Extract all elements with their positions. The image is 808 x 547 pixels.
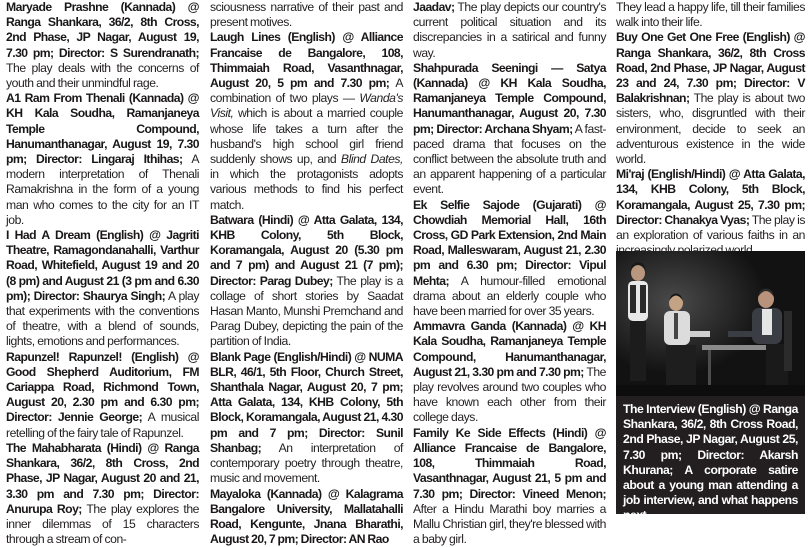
listing-description: in which the protagonists adopts various methods to find his perfect match. <box>210 167 403 211</box>
listing-title: Buy One Get One Free (English) @ Ranga Shankara, 36/2, 8th Cross Road, 2nd Phase, JP Nagar, August 23 and 24, 7.30 pm; Director: V Balakrishnan; <box>616 30 805 105</box>
listings-column-2 <box>210 0 403 523</box>
listing-title: Batwara (Hindi) @ Atta Galata, 134, KHB Colony, 5th Block, Koramangala, August 20 (5.30 pm and 7 pm) and August 21 (7 pm); Director: Parag Dubey; <box>210 213 403 288</box>
listing-title: I Had A Dream (English) @ Jagriti Theatre, Ramagondanahalli, Varthur Road, Whitefield, August 19 and 20 (8 pm) and August 21 (3 pm and 6.30 pm); Director: Shaurya Singh; <box>6 228 199 303</box>
listings-column-3 <box>413 0 606 523</box>
listing-laugh-lines <box>210 30 403 212</box>
listing-title: Blank Page (English/Hindi) @ NUMA BLR, 46/1, 5th Floor, Church Street, Shanthala Nagar, August 20, 7 pm; Atta Galata, 134, KHB Colony, 5th Block, Koramangala, August 21, 4.30 pm and 7 pm; Director: Sunil Shanbag; <box>210 350 403 455</box>
listing-title: Mayaloka (Kannada) @ Kalagrama Bangalore University, Mallatahalli Road, Kengunte, Jnana Bharathi, August 20, 7 pm; Director: AN Rao <box>210 487 403 547</box>
listing-ek-selfie-sajode <box>413 198 606 320</box>
photo-caption: The Interview (English) @ Ranga Shankara, 36/2, 8th Cross Road, 2nd Phase, JP Nagar, August 25, 7.30 pm; Director: Akarsh Khurana; A corporate satire about a young man attending a job interview, and what happens next. <box>616 396 805 514</box>
listing-rapunzel <box>6 350 199 441</box>
listing-a1-ram-from-thenali <box>6 91 199 228</box>
listing-description: They lead a happy life, till their families walk into their life. <box>616 0 805 29</box>
listing-description: A combination of two plays — <box>210 76 403 105</box>
listing-title: Jaadav; <box>413 0 455 14</box>
listing-description: A modern interpretation of Thenali Ramakrishna in the form of a young man who comes to the city for an IT job. <box>6 152 199 227</box>
listing-description: The play is an exploration of various faiths in an <box>616 213 805 257</box>
listing-miraj <box>616 167 805 258</box>
listing-description: The play depicts our country's current political situation and its discrepancies in a satirical and funny way. <box>413 0 606 60</box>
stage-photo-illustration <box>616 251 805 396</box>
listing-description: which is about a married couple whose life takes a turn after the husband's high school girl friend suddenly shows up, and <box>210 106 403 166</box>
listing-continuation <box>413 0 606 61</box>
listing-description: A fast-paced drama that focuses on the conflict between the absolute truth and an apparent happening of a particular event. <box>413 122 606 197</box>
play-title-wandas-visit: Wanda's Visit, <box>210 91 403 120</box>
listing-description: A musical retelling of the fairy tale of Rapunzel. <box>6 410 199 439</box>
listing-title: The Mahabharata (Hindi) @ Ranga Shankara, 36/2, 8th Cross, 2nd Phase, JP Nagar, August 20 and 21, 3.30 pm and 7.30 pm; Director: Anurupa Roy; <box>6 441 199 516</box>
listing-description: The play deals with the concerns of youth and their unmindful rage. <box>6 61 199 90</box>
listing-description: An interpretation of contemporary poetry through theatre, music and movement. <box>210 441 403 485</box>
listings-column-1 <box>6 0 199 523</box>
listing-ammavra-ganda <box>413 319 606 425</box>
listing-title: Laugh Lines (English) @ Alliance Francaise de Bangalore, 108, Thimmaiah Road, Vasanthnagar, August 20, 5 pm and 7.30 pm; <box>210 30 403 90</box>
listing-title: Family Ke Side Effects (Hindi) @ Alliance Francaise de Bangalore, 108, Thimmaiah Road, Vasanthnagar, August 21, 5 pm and 7.30 pm; Director: Vineed Menon; <box>413 426 606 501</box>
listing-family-ke-side-effects <box>413 426 606 547</box>
listing-description: A play that experiments with the conventions of theatre, with a blend of sounds, lights, emotions and performances. <box>6 289 199 349</box>
listing-description: sciousness narrative of their past and present motives. <box>210 0 403 29</box>
listing-the-mahabharata <box>6 441 199 547</box>
listing-maryade-prashne <box>6 0 199 91</box>
listing-title: Rapunzel! Rapunzel! (English) @ Good Shepherd Auditorium, FM Cariappa Road, Richmond Town, August 20, 2.30 pm and 6.30 pm; Director: Jennie George; <box>6 350 199 425</box>
listing-title: Mi'raj (English/Hindi) @ Atta Galata, 134, KHB Colony, 5th Block, Koramangala, August 25, 7.30 pm; Director: Chanakya Vyas; <box>616 167 805 227</box>
listing-title: Maryade Prashne (Kannada) @ Ranga Shankara, 36/2, 8th Cross, 2nd Phase, JP Nagar, August 19, 7.30 pm; Director: S Surendranath; <box>6 0 199 60</box>
listing-description: The play is a collage of short stories by Saadat Hasan Manto, Munshi Premchand and Parag Dubey, depicting the pain of the partition of India. <box>210 274 403 349</box>
listing-title: Ek Selfie Sajode (Gujarati) @ Chowdiah Memorial Hall, 16th Cross, GD Park Extension, 2nd Main Road, Malleswaram, August 21, 2.30 pm and 6.30 pm; Director: Vipul Mehta; <box>413 198 606 288</box>
listing-mayaloka <box>210 487 403 547</box>
listing-description: The play revolves around two couples who have known each other from their college days. <box>413 365 606 425</box>
listing-i-had-a-dream <box>6 228 199 350</box>
listing-description: After a Hindu Marathi boy marries a Mallu Christian girl, they're blessed with a baby girl. <box>413 502 606 546</box>
play-title-blind-dates: Blind Dates, <box>341 152 403 166</box>
listing-title: A1 Ram From Thenali (Kannada) @ KH Kala Soudha, Ramanjaneya Temple Compound, Hanumanthanagar, August 19, 7.30 pm; Director: Lingaraj Ithihas; <box>6 91 199 166</box>
listing-blank-page <box>210 350 403 487</box>
listing-title: Shahpurada Seeningi — Satya (Kannada) @ KH Kala Soudha, Ramanjaneya Temple Compound, Hanumanthanagar, August 20, 7.30 pm; Director: Archana Shyam; <box>413 61 606 136</box>
listing-description: The play is about two sisters, who, disgruntled with their environment, decide to seek an adventurous existence in the wide world. <box>616 91 805 166</box>
listing-batwara <box>210 213 403 350</box>
stage-photo <box>616 251 805 396</box>
listing-description: A humour-filled emotional drama about an elderly couple who have been married for over 35 years. <box>413 274 606 318</box>
listing-shahpurada-seeningi <box>413 61 606 198</box>
listing-title: Ammavra Ganda (Kannada) @ KH Kala Soudha, Ramanjaneya Temple Compound, Hanumanthanagar, August 21, 3.30 pm and 7.30 pm; <box>413 319 606 379</box>
listing-buy-one-get-one-free <box>616 30 805 167</box>
listing-description: The play explores the inner dilemmas of 15 characters through a stream of con- <box>6 502 199 546</box>
listing-continuation <box>210 0 403 30</box>
listing-continuation <box>616 0 805 30</box>
